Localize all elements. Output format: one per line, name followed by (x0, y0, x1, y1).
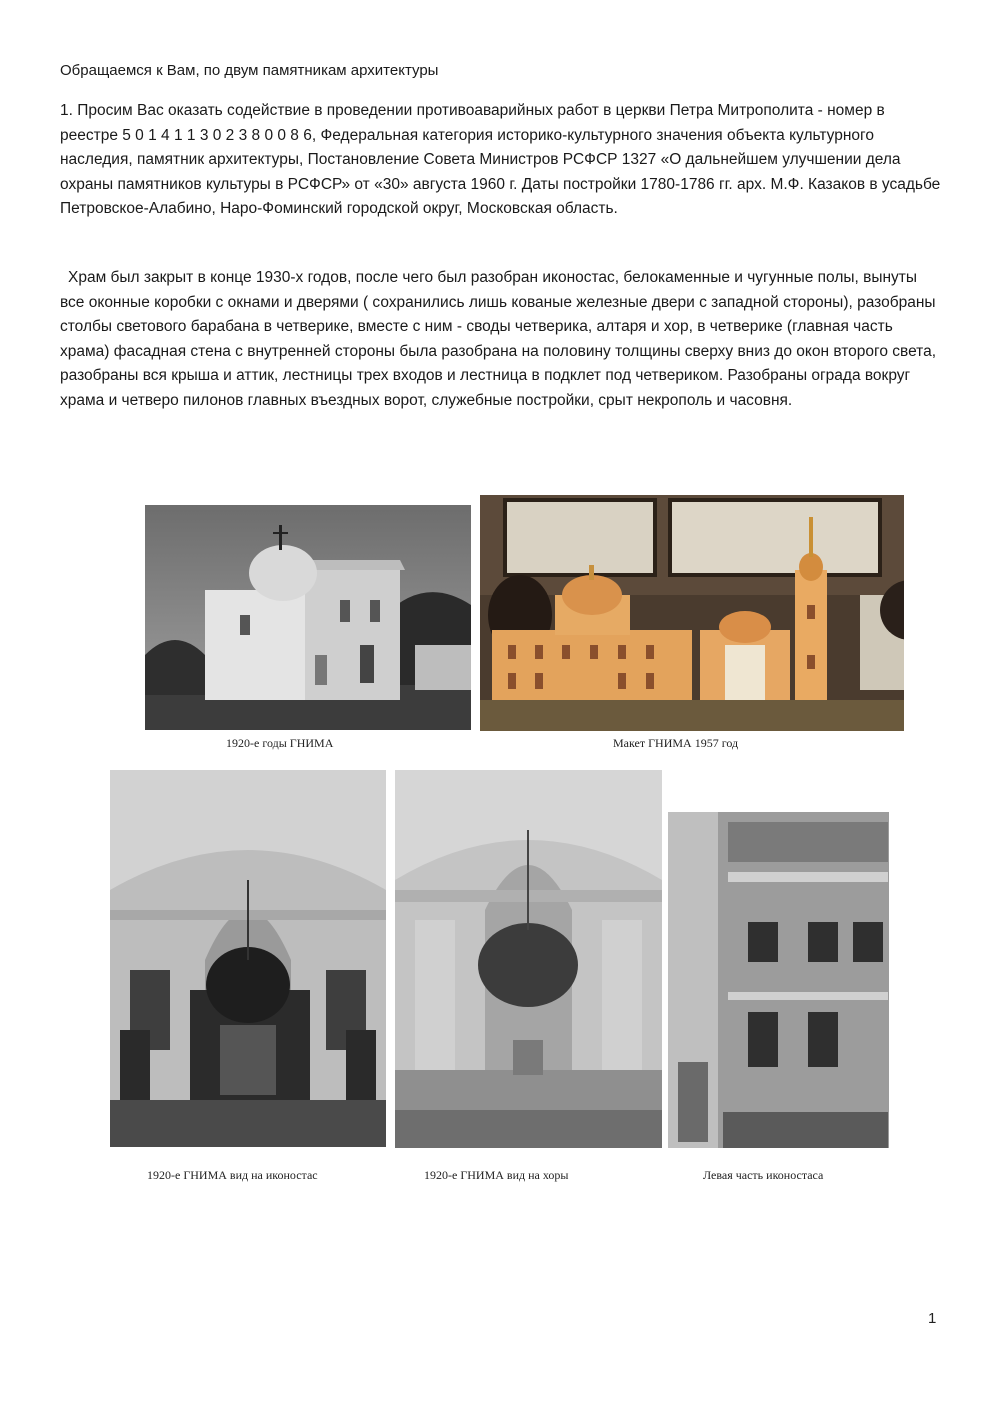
photo-caption-4: 1920-е ГНИМА вид на хоры (424, 1168, 569, 1182)
paragraph-2: Храм был закрыт в конце 1930-х годов, после чего был разобран иконостас, белокаменные и чугунные полы, вынуты все оконные коробки с окнами и дверями ( сохранились лишь кованые железные двери с западной стороны), разобраны столбы светового барабана в четверике, вместе с ним - своды четверика, алтаря и хор, в четверике (главная часть храма) фасадная стена с внутренней стороны была разобрана на половину толщины сверху вниз до окон второго света, разобраны вся крыша и аттик, лестницы трех входов и лестница в подклет под четвериком. Разобраны ограда вокруг храма и четверо пилонов главных въездных ворот, служебные постройки, срыт некрополь и часовня. (60, 269, 937, 409)
museum-model-photo (480, 495, 904, 731)
photo-caption-2: Макет ГНИМА 1957 год (613, 736, 739, 750)
iconostasis-view-photo (110, 770, 386, 1147)
paragraph-1: 1. Просим Вас оказать содействие в проведении противоаварийных работ в церкви Петра Митрополита - номер в реестре 5 0 1 4 1 1 3 0 2 3 8 0 0 8 6, Федеральная категория историко-культурного значения объекта культурного наследия, памятник архитектуры, Постановление Совета Министров РСФСР 1327 «О дальнейшем улучшении дела охраны памятников культуры в РСФСР» от «30» августа 1960 г. Даты постройки 1780-1786 гг. арх. М.Ф. Казаков в усадьбе Петровское-Алабино, Наро-Фоминский городской округ, Московская область. (60, 102, 941, 217)
page-number: 1 (928, 1310, 937, 1327)
photo-caption-3: 1920-е ГНИМА вид на иконостас (147, 1168, 318, 1182)
church-exterior-photo (145, 505, 471, 730)
choir-view-photo (395, 770, 662, 1148)
iconostasis-left-part-photo (668, 812, 889, 1148)
photo-caption-1: 1920-е годы ГНИМА (226, 736, 334, 750)
photo-caption-5: Левая часть иконостаса (703, 1168, 824, 1182)
intro-line: Обращаемся к Вам, по двум памятникам архитектуры (60, 62, 439, 79)
